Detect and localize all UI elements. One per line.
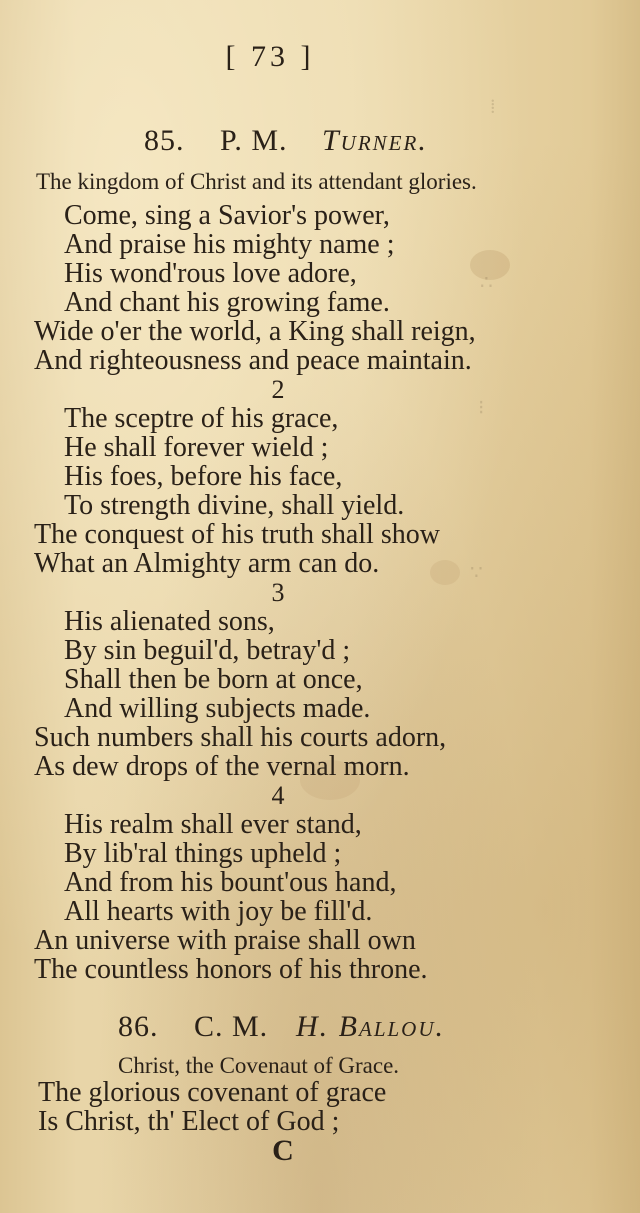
page-number: [ 73 ] [225, 40, 315, 73]
verse-line: His foes, before his face, [64, 461, 343, 492]
verse-line: His alienated sons, [64, 606, 275, 637]
verse-line: And from his bount'ous hand, [64, 867, 397, 898]
verse-line: The sceptre of his grace, [64, 403, 339, 434]
verse-line: He shall forever wield ; [64, 432, 329, 463]
verse-line: Wide o'er the world, a King shall reign, [34, 316, 476, 347]
hymn-meter: C. M. [194, 1010, 269, 1043]
verse-line: The conquest of his truth shall show [34, 519, 440, 550]
catchword: C [272, 1134, 294, 1167]
verse-line: The glorious covenant of grace [38, 1077, 387, 1108]
bleed-through-mark: ∵ [470, 562, 483, 584]
verse-line: Is Christ, th' Elect of God ; [38, 1106, 340, 1137]
stanza-number: 2 [271, 375, 285, 404]
verse-line: Such numbers shall his courts adorn, [34, 722, 447, 753]
verse-line: And chant his growing fame. [64, 287, 390, 318]
hymn-meter: P. M. [220, 124, 288, 157]
verse-line: His wond'rous love adore, [64, 258, 357, 289]
verse-line: By lib'ral things upheld ; [64, 838, 342, 869]
verse-line: And righteousness and peace maintain. [34, 345, 472, 376]
bleed-through-mark: ⁝ [478, 397, 485, 419]
hymn-heading [118, 1012, 445, 1042]
hymn-subtitle: The kingdom of Christ and its attendant glories. [36, 169, 477, 194]
stanza-number: 3 [271, 578, 285, 607]
hymn-subtitle: Christ, the Covenaut of Grace. [118, 1053, 400, 1078]
verse-line: His realm shall ever stand, [64, 809, 362, 840]
verse-line: An universe with praise shall own [34, 925, 416, 956]
verse-line: The countless honors of his throne. [34, 954, 428, 985]
hymn-author: Turner. [322, 124, 428, 157]
verse-line: And praise his mighty name ; [64, 229, 395, 260]
hymn-number: 86. [118, 1010, 159, 1043]
verse-line: By sin beguil'd, betray'd ; [64, 635, 351, 666]
verse-line: To strength divine, shall yield. [64, 490, 405, 521]
bleed-through-mark: ⁞ [490, 96, 496, 118]
hymn-heading [144, 126, 428, 156]
hymn-number: 85. [144, 124, 185, 157]
verse-line: As dew drops of the vernal morn. [34, 751, 410, 782]
verse-line: And willing subjects made. [64, 693, 371, 724]
verse-line: What an Almighty arm can do. [34, 548, 380, 579]
verse-line: Come, sing a Savior's power, [64, 200, 390, 231]
verse-line: Shall then be born at once, [64, 664, 363, 695]
bleed-through-mark: ∴ [480, 272, 493, 294]
hymn-author: H. Ballou. [296, 1010, 446, 1043]
verse-line: All hearts with joy be fill'd. [64, 896, 373, 927]
stanza-number: 4 [271, 781, 285, 810]
